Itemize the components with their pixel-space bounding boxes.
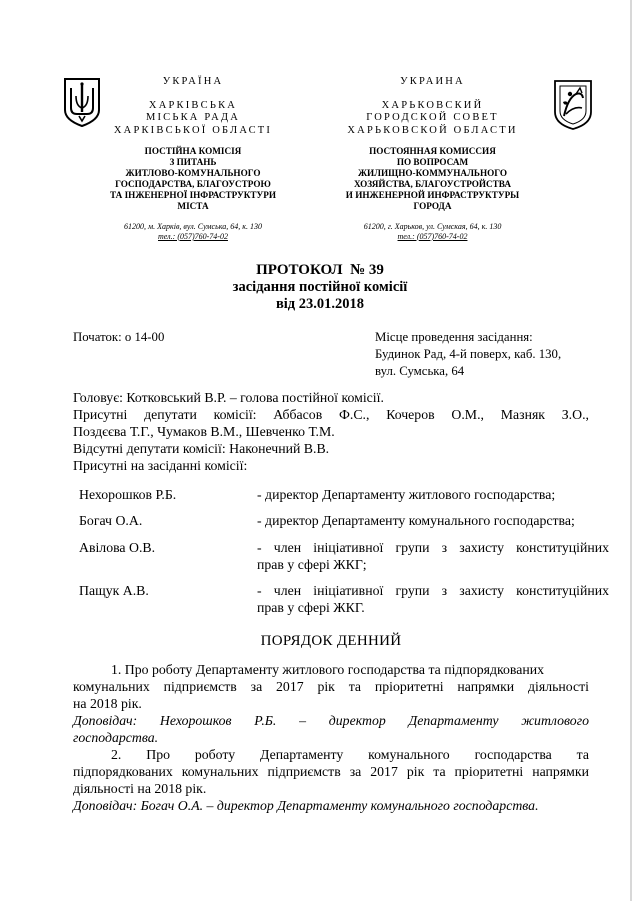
agenda-heading: ПОРЯДОК ДЕННИЙ xyxy=(260,633,402,649)
agenda-reporter-2: Доповідач: Богач О.А. – директор Департаменту комунального господарства. xyxy=(73,798,539,813)
meeting-place-label: Місце проведення засідання: xyxy=(375,330,533,344)
kharkiv-city-coat-of-arms-icon xyxy=(552,78,594,132)
agenda-item-1-line3: на 2018 рік. xyxy=(73,696,142,711)
agenda-reporter-1-line1: Доповідач: Нехорошков Р.Б. – директор Департаменту житлового xyxy=(73,713,589,728)
guest-row xyxy=(79,486,609,506)
guest-row xyxy=(79,582,609,622)
protocol-date: від 23.01.2018 xyxy=(275,296,365,312)
header-right-council-line3: ХАРЬКОВСКОЙ ОБЛАСТИ xyxy=(347,124,518,136)
header-left-commission-line4: ГОСПОДАРСТВА, БЛАГОУСТРОЮ xyxy=(115,179,271,189)
guest-role: - член ініціативної групи з захисту конституційних xyxy=(257,583,609,598)
guests-label: Присутні на засіданні комісії: xyxy=(73,458,248,473)
agenda-item-1-line1: 1. Про роботу Департаменту житлового господарства та підпорядкованих xyxy=(111,662,545,677)
agenda-item-2-line2: підпорядкованих комунальних підприємств за 2017 рік та пріоритетні напрямки xyxy=(73,764,589,779)
header-left-country: УКРАЇНА xyxy=(162,76,224,87)
guest-role-cont: прав у сфері ЖКГ. xyxy=(257,600,365,615)
guest-name: Пащук А.В. xyxy=(79,583,149,598)
present-deputies-line1: Присутні депутати комісії: Аббасов Ф.С., Кочеров О.М., Мазняк З.О., xyxy=(73,407,589,422)
header-left-phone: тел.: (057)760-74-02 xyxy=(158,231,228,241)
guest-role: - директор Департаменту житлового господарства; xyxy=(257,487,556,502)
agenda-item-1-line2: комунальних підприємств за 2017 рік та пріоритетні напрямки діяльності xyxy=(73,679,589,694)
meeting-start: Початок: о 14-00 xyxy=(73,330,165,344)
guest-row xyxy=(79,539,609,579)
header-left-commission-line6: МІСТА xyxy=(177,201,209,211)
header-right-commission-line3: ЖИЛИЩНО-КОММУНАЛЬНОГО xyxy=(357,168,508,178)
header-left-council-line2: МІСЬКА РАДА xyxy=(145,112,241,123)
protocol-title xyxy=(100,262,540,313)
header-right-commission-line6: ГОРОДА xyxy=(413,201,452,211)
agenda-reporter-1-line2: господарства. xyxy=(73,730,159,745)
agenda-body xyxy=(73,661,589,814)
header-right-commission-line4: ХОЗЯЙСТВА, БЛАГОУСТРОЙСТВА xyxy=(353,179,511,189)
header-right-country: УКРАИНА xyxy=(400,76,465,87)
header-right-phone: тел.: (057)760-74-02 xyxy=(397,231,468,241)
guest-role-cont: прав у сфері ЖКГ; xyxy=(257,557,367,572)
guest-role: - директор Департаменту комунального господарства; xyxy=(257,513,575,528)
protocol-number: ПРОТОКОЛ № 39 xyxy=(256,262,384,278)
header-left-council-line1: ХАРКІВСЬКА xyxy=(148,99,238,111)
header-left-council-line3: ХАРКІВСЬКОЇ ОБЛАСТІ xyxy=(113,124,273,136)
header-left-commission-line3: ЖИТЛОВО-КОМУНАЛЬНОГО xyxy=(125,168,261,178)
absent-deputies-line: Відсутні депутати комісії: Наконечний В.В. xyxy=(73,441,330,456)
present-deputies-line2: Поздєєва Т.Г., Чумаков В.М., Шевченко Т.М. xyxy=(73,424,335,439)
header-left-commission-line2: З ПИТАНЬ xyxy=(169,157,217,167)
header-right-council-line2: ГОРОДСКОЙ СОВЕТ xyxy=(366,112,499,123)
guest-name: Нехорошков Р.Б. xyxy=(79,487,177,502)
header-right-council-line1: ХАРЬКОВСКИЙ xyxy=(381,99,484,111)
header-left-address: 61200, м. Харків, вул. Сумська, 64, к. 130 xyxy=(124,222,262,231)
guest-name: Богач О.А. xyxy=(79,513,143,528)
header-right-commission-line5: И ИНЖЕНЕРНОЙ ИНФРАСТРУКТУРЫ xyxy=(345,190,520,200)
header-left-commission-line1: ПОСТІЙНА КОМІСІЯ xyxy=(144,146,242,156)
header-left-commission-line5: ТА ІНЖЕНЕРНОЇ ІНФРАСТРУКТУРИ xyxy=(110,190,276,200)
guest-name: Авілова О.В. xyxy=(79,540,156,555)
header-right-address: 61200, г. Харьков, ул. Сумская, 64, к. 130 xyxy=(363,222,502,231)
guest-row xyxy=(79,512,609,532)
attendance-block xyxy=(73,389,589,474)
meeting-place xyxy=(375,329,605,380)
header-right xyxy=(325,76,540,241)
protocol-subtitle: засідання постійної комісії xyxy=(232,279,408,295)
header-right-commission-line1: ПОСТОЯННАЯ КОМИССИЯ xyxy=(369,146,496,156)
guest-role: - член ініціативної групи з захисту конституційних xyxy=(257,540,609,555)
agenda-item-2-line3: діяльності на 2018 рік. xyxy=(73,781,207,796)
header-left xyxy=(88,76,298,241)
header-right-commission-line2: ПО ВОПРОСАМ xyxy=(396,157,469,167)
chair-line: Головує: Котковський В.Р. – голова постійної комісії. xyxy=(73,390,384,405)
agenda-item-2-line1: 2. Про роботу Департаменту комунального господарства та xyxy=(111,747,589,762)
meeting-place-street: вул. Сумська, 64 xyxy=(375,364,465,378)
meeting-place-building: Будинок Рад, 4-й поверх, каб. 130, xyxy=(375,347,562,361)
